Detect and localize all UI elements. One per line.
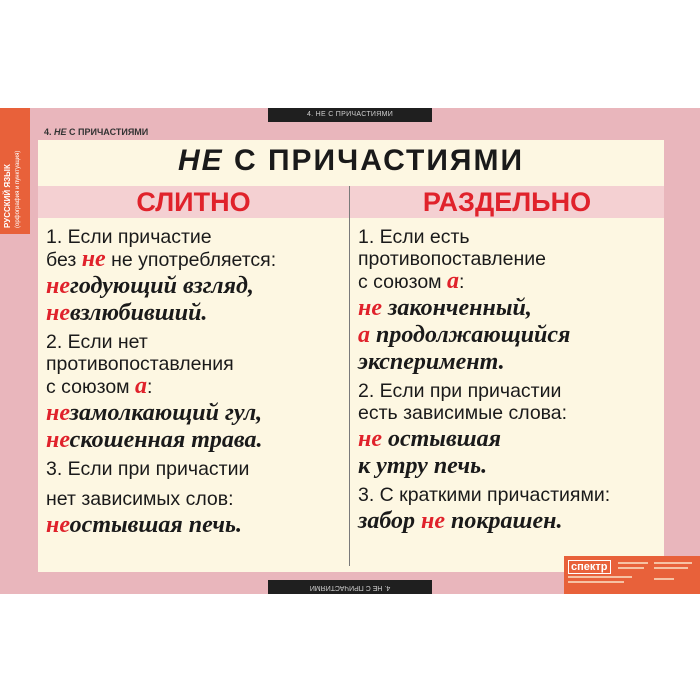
footer-fine-print	[654, 578, 674, 580]
left-example-3: неостывшая печь.	[46, 512, 242, 538]
publisher-logo: спектр	[568, 560, 611, 574]
left-example-2a: незамолкающий гул,	[46, 400, 263, 426]
right-column	[358, 226, 610, 535]
left-example-1a: негодующий взгляд,	[46, 273, 254, 299]
page-title	[38, 144, 664, 178]
left-rule-2-line-1: 2. Если нет	[46, 331, 148, 353]
left-rule-3-line-1: 3. Если при причастии	[46, 458, 250, 480]
right-rule-1-line-2: противопоставление	[358, 248, 546, 270]
left-rule-2-line-3: с союзом а:	[46, 373, 153, 399]
left-column	[46, 226, 276, 539]
top-tab: 4. НЕ С ПРИЧАСТИЯМИ	[268, 108, 432, 122]
right-rule-2-line-1: 2. Если при причастии	[358, 380, 562, 402]
left-column-header: СЛИТНО	[136, 187, 251, 217]
right-example-3: забор не покрашен.	[358, 508, 563, 534]
right-example-1c: эксперимент.	[358, 349, 505, 375]
footer-fine-print	[618, 567, 644, 569]
left-rule-3-line-2: нет зависимых слов:	[46, 488, 234, 510]
title-rest: С ПРИЧАСТИЯМИ	[223, 144, 525, 177]
side-tab-subtitle: (орфография и пунктуация)	[15, 150, 21, 228]
section-label: 4. НЕ С ПРИЧАСТИЯМИ	[44, 127, 149, 137]
side-tab-title: РУССКИЙ ЯЗЫК	[3, 164, 12, 228]
left-example-2b: нескошенная трава.	[46, 427, 263, 453]
footer-fine-print	[654, 562, 692, 564]
footer-fine-print	[654, 567, 688, 569]
right-example-1b: а продолжающийся	[358, 322, 571, 348]
right-example-1a: не законченный,	[358, 295, 532, 321]
right-rule-2-line-2: есть зависимые слова:	[358, 402, 568, 424]
right-example-2b: к утру печь.	[358, 453, 488, 479]
side-tab-text	[3, 108, 23, 228]
footer-fine-print	[618, 562, 648, 564]
left-example-1b: невзлюбивший.	[46, 300, 208, 326]
right-rule-3-line-1: 3. С краткими причастиями:	[358, 484, 611, 506]
column-divider	[349, 186, 350, 566]
right-rule-1-line-3: с союзом а:	[358, 268, 465, 294]
bottom-tab-mirrored: 4. НЕ С ПРИЧАСТИЯМИ	[268, 580, 432, 594]
title-ne: НЕ	[177, 144, 224, 177]
left-rule-1-line-1: 1. Если причастие	[46, 226, 212, 248]
left-rule-2-line-2: противопоставления	[46, 353, 234, 375]
left-rule-1-line-2: без не не употребляется:	[46, 246, 277, 272]
right-column-header: РАЗДЕЛЬНО	[422, 187, 592, 217]
right-example-2a: не остывшая	[358, 426, 502, 452]
footer-fine-print	[568, 581, 624, 583]
right-rule-1-line-1: 1. Если есть	[358, 226, 470, 248]
footer-fine-print	[568, 576, 632, 578]
